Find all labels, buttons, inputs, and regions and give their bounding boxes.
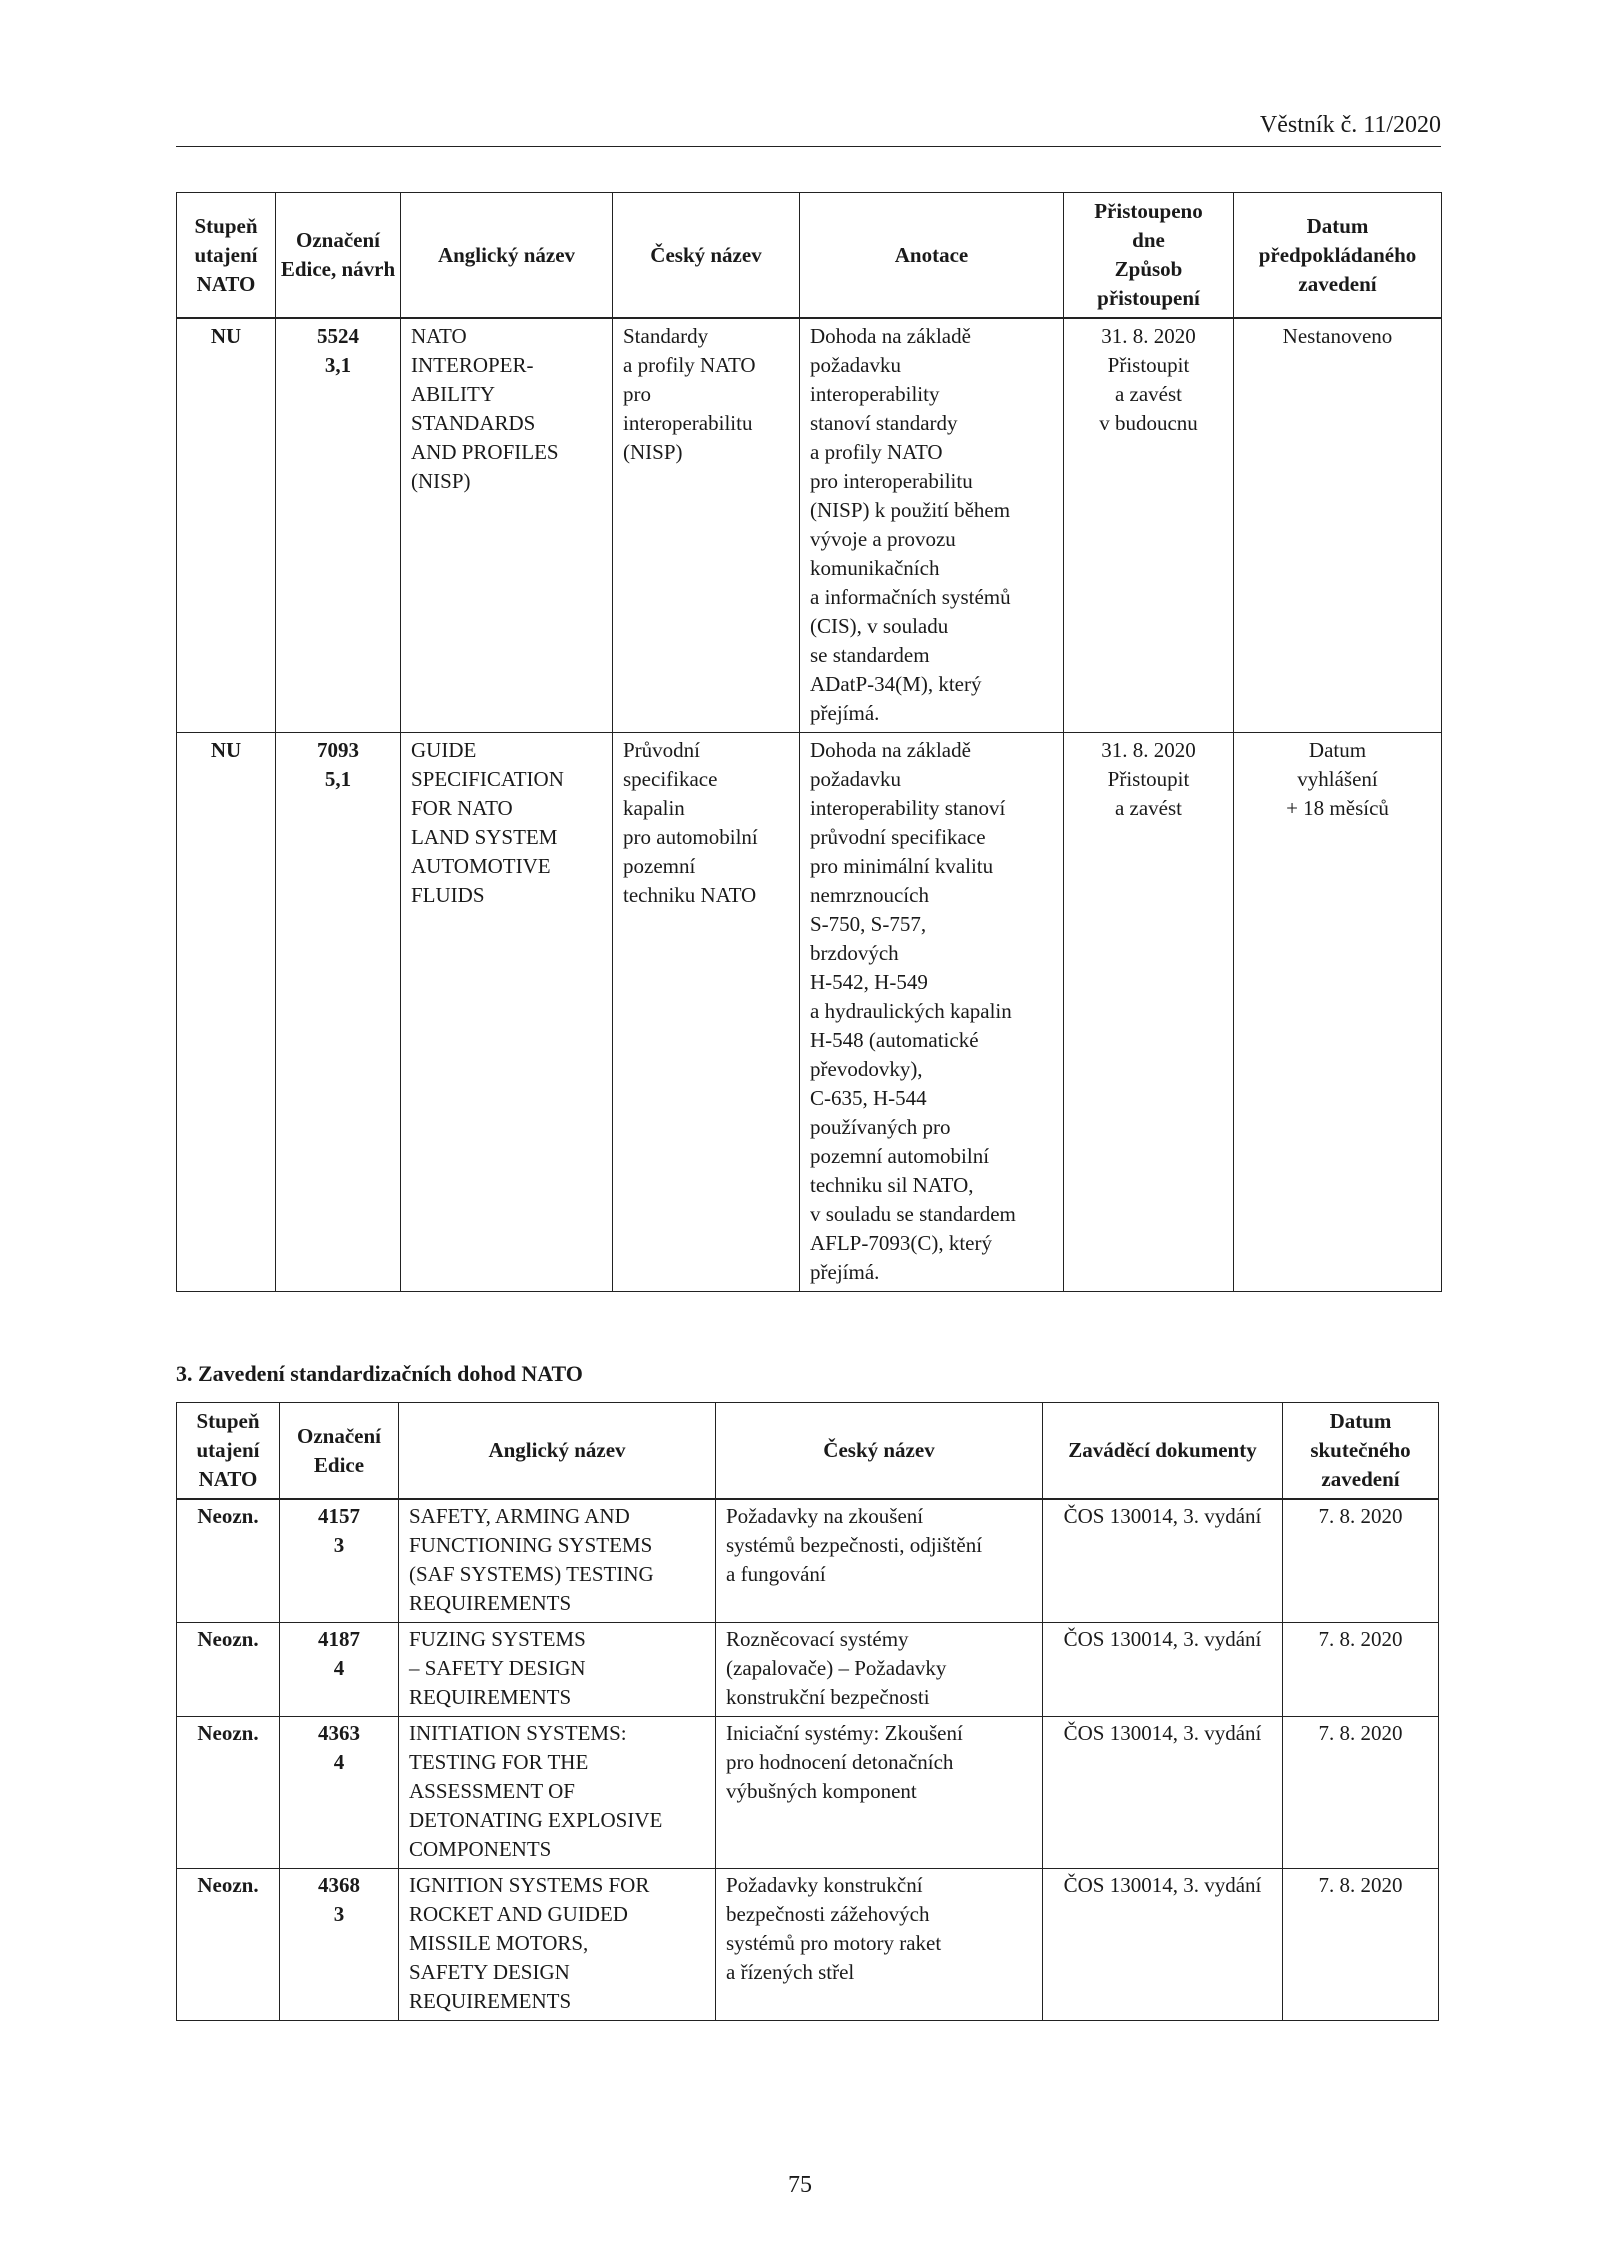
- column-header-documents: Zaváděcí dokumenty: [1043, 1403, 1283, 1500]
- column-header-english-title: Anglický název: [401, 193, 613, 319]
- designation-cell: 4157 3: [280, 1499, 399, 1623]
- classification-cell: NU: [177, 733, 276, 1292]
- czech-title-cell: Průvodní specifikace kapalin pro automobilní pozemní techniku NATO: [613, 733, 800, 1292]
- column-header-english-title: Anglický název: [399, 1403, 716, 1500]
- designation-cell: 7093 5,1: [276, 733, 401, 1292]
- czech-title-cell: Standardy a profily NATO pro interoperabilitu (NISP): [613, 318, 800, 733]
- english-title-cell: GUIDE SPECIFICATION FOR NATO LAND SYSTEM AUTOMOTIVE FLUIDS: [401, 733, 613, 1292]
- czech-title-cell: Rozněcovací systémy (zapalovače) – Požadavky konstrukční bezpečnosti: [716, 1623, 1043, 1717]
- czech-title-cell: Požadavky na zkoušení systémů bezpečnosti, odjištění a fungování: [716, 1499, 1043, 1623]
- accession-cell: 31. 8. 2020 Přistoupit a zavést: [1064, 733, 1234, 1292]
- column-header-designation: Označení Edice, návrh: [276, 193, 401, 319]
- actual-date-cell: 7. 8. 2020: [1283, 1717, 1439, 1869]
- documents-cell: ČOS 130014, 3. vydání: [1043, 1623, 1283, 1717]
- column-header-accession: Přistoupeno dne Způsob přistoupení: [1064, 193, 1234, 319]
- designation-cell: 4368 3: [280, 1869, 399, 2021]
- table-row: [177, 1499, 1439, 1623]
- column-header-actual-date: Datum skutečného zavedení: [1283, 1403, 1439, 1500]
- expected-date-cell: Datum vyhlášení + 18 měsíců: [1234, 733, 1442, 1292]
- classification-cell: Neozn.: [177, 1869, 280, 2021]
- table-row: [177, 733, 1442, 1292]
- designation-cell: 5524 3,1: [276, 318, 401, 733]
- stanag-accession-table: [176, 192, 1442, 1292]
- english-title-cell: SAFETY, ARMING AND FUNCTIONING SYSTEMS (SAF SYSTEMS) TESTING REQUIREMENTS: [399, 1499, 716, 1623]
- czech-title-cell: Iniciační systémy: Zkoušení pro hodnocení detonačních výbušných komponent: [716, 1717, 1043, 1869]
- column-header-czech-title: Český název: [716, 1403, 1043, 1500]
- designation-cell: 4363 4: [280, 1717, 399, 1869]
- actual-date-cell: 7. 8. 2020: [1283, 1623, 1439, 1717]
- actual-date-cell: 7. 8. 2020: [1283, 1869, 1439, 2021]
- english-title-cell: FUZING SYSTEMS – SAFETY DESIGN REQUIREMENTS: [399, 1623, 716, 1717]
- documents-cell: ČOS 130014, 3. vydání: [1043, 1499, 1283, 1623]
- classification-cell: Neozn.: [177, 1717, 280, 1869]
- page-header: [176, 112, 1441, 147]
- column-header-expected-date: Datum předpokládaného zavedení: [1234, 193, 1442, 319]
- czech-title-cell: Požadavky konstrukční bezpečnosti zážehových systémů pro motory raket a řízených střel: [716, 1869, 1043, 2021]
- classification-cell: Neozn.: [177, 1623, 280, 1717]
- publication-title: Věstník č. 11/2020: [1259, 112, 1441, 138]
- annotation-cell: Dohoda na základě požadavku interoperability stanoví průvodní specifikace pro minimální kvalitu nemrznoucích S-750, S-757, brzdových H-542, H-549 a hydraulických kapalin H-548 (automatické převodovky), C-635, H-544 používaných pro pozemní automobilní techniku sil NATO, v souladu se standardem AFLP-7093(C), který přejímá.: [800, 733, 1064, 1292]
- table-header-row: [177, 193, 1442, 319]
- english-title-cell: INITIATION SYSTEMS: TESTING FOR THE ASSESSMENT OF DETONATING EXPLOSIVE COMPONENTS: [399, 1717, 716, 1869]
- documents-cell: ČOS 130014, 3. vydání: [1043, 1869, 1283, 2021]
- section-title: 3. Zavedení standardizačních dohod NATO: [176, 1361, 583, 1386]
- column-header-classification: Stupeň utajení NATO: [177, 1403, 280, 1500]
- table-header-row: [177, 1403, 1439, 1500]
- column-header-classification: Stupeň utajení NATO: [177, 193, 276, 319]
- accession-cell: 31. 8. 2020 Přistoupit a zavést v budoucnu: [1064, 318, 1234, 733]
- table-row: [177, 1869, 1439, 2021]
- table-row: [177, 1717, 1439, 1869]
- expected-date-cell: Nestanoveno: [1234, 318, 1442, 733]
- actual-date-cell: 7. 8. 2020: [1283, 1499, 1439, 1623]
- designation-cell: 4187 4: [280, 1623, 399, 1717]
- documents-cell: ČOS 130014, 3. vydání: [1043, 1717, 1283, 1869]
- column-header-designation: Označení Edice: [280, 1403, 399, 1500]
- column-header-annotation: Anotace: [800, 193, 1064, 319]
- column-header-czech-title: Český název: [613, 193, 800, 319]
- table-row: [177, 1623, 1439, 1717]
- annotation-cell: Dohoda na základě požadavku interoperability stanoví standardy a profily NATO pro interoperabilitu (NISP) k použití během vývoje a provozu komunikačních a informačních systémů (CIS), v souladu se standardem ADatP-34(M), který přejímá.: [800, 318, 1064, 733]
- table-row: [177, 318, 1442, 733]
- classification-cell: NU: [177, 318, 276, 733]
- english-title-cell: NATO INTEROPER- ABILITY STANDARDS AND PROFILES (NISP): [401, 318, 613, 733]
- page-number: 75: [788, 2172, 812, 2198]
- stanag-implementation-table: [176, 1402, 1439, 2021]
- classification-cell: Neozn.: [177, 1499, 280, 1623]
- english-title-cell: IGNITION SYSTEMS FOR ROCKET AND GUIDED MISSILE MOTORS, SAFETY DESIGN REQUIREMENTS: [399, 1869, 716, 2021]
